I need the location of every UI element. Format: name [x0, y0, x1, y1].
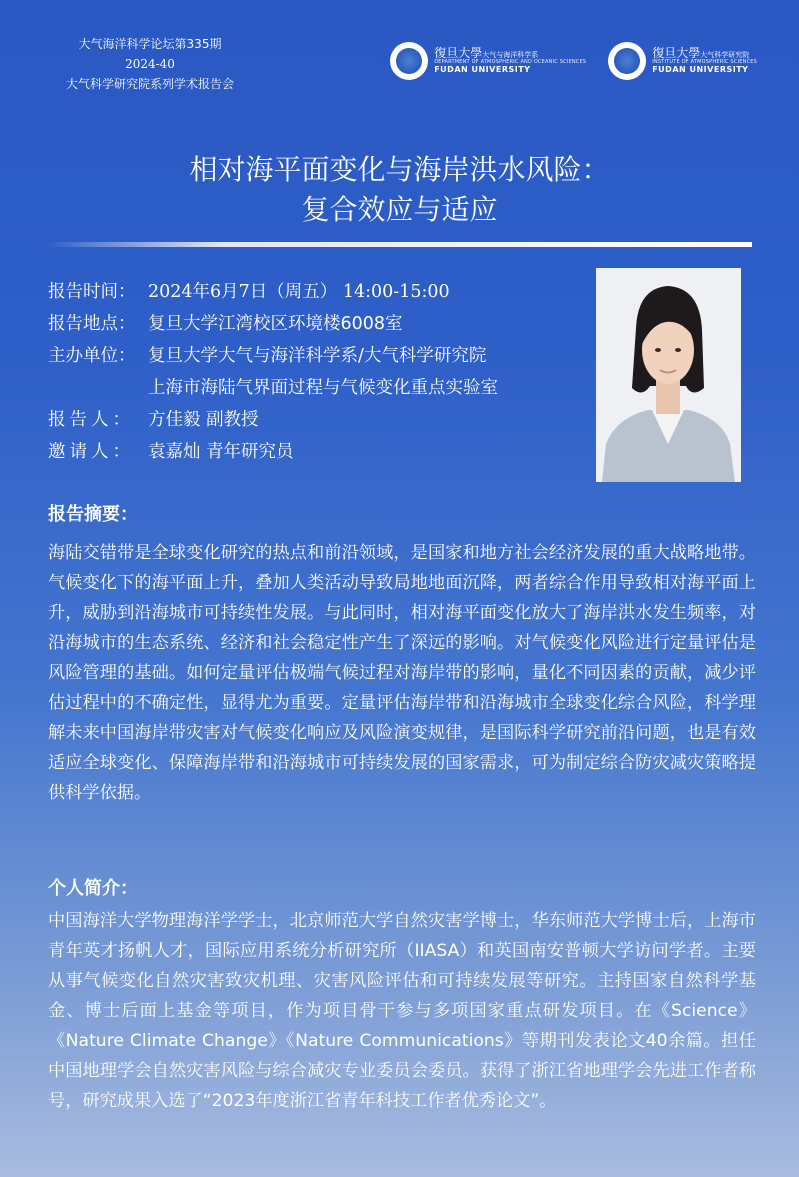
host-label: 主办单位： — [48, 346, 136, 366]
title-line-1: 相对海平面变化与海岸洪水风险： — [189, 153, 610, 186]
logo-ias-dept-en: INSTITUTE OF ATMOSPHERIC SCIENCES — [652, 59, 757, 66]
place-label: 报告地点： — [48, 314, 136, 334]
place-value: 复旦大学江湾校区环境楼6008室 — [148, 314, 403, 334]
speaker-value: 方佳毅 副教授 — [148, 410, 259, 430]
logo-bar — [390, 42, 757, 80]
logo-ias — [608, 42, 757, 80]
info-time — [48, 276, 588, 308]
speaker-photo — [596, 268, 741, 482]
logo-ias-university-en: FUDAN UNIVERSITY — [652, 64, 749, 74]
time-value: 2024年6月7日（周五） 14:00-15:00 — [148, 282, 450, 302]
info-host-continued — [48, 372, 588, 404]
logo-ias-university-cn: 復旦大學 — [652, 46, 701, 61]
title-divider — [44, 242, 752, 247]
info-speaker — [48, 404, 588, 436]
info-place — [48, 308, 588, 340]
report-info — [48, 276, 588, 468]
time-label: 报告时间： — [48, 282, 136, 302]
bio-text: 中国海洋大学物理海洋学学士，北京师范大学自然灾害学博士，华东师范大学博士后，上海市青年英才扬帆人才，国际应用系统分析研究所（IIASA）和英国南安普顿大学访问学者。主要从事气候变化自然灾害致灾机理、灾害风险评估和可持续发展等研究。主持国家自然科学基金、博士后面上基金等项目，作为项目骨干参与多项国家重点研发项目。在《Science》《Nature Climate Change》《Nature Communications》等期刊发表论文40余篇。担任中国地理学会自然灾害风险与综合减灾专业委员会委员。获得了浙江省地理学会先进工作者称号，研究成果入选了“2023年度浙江省青年科技工作者优秀论文”。 — [48, 911, 756, 1111]
fudan-seal-icon — [608, 42, 646, 80]
logo-aos-university-en: FUDAN UNIVERSITY — [434, 64, 531, 74]
series-name: 大气科学研究院系列学术报告会 — [65, 77, 234, 91]
host-value-1: 复旦大学大气与海洋科学系/大气科学研究院 — [148, 346, 487, 366]
host-value-2: 上海市海陆气界面过程与气候变化重点实验室 — [148, 378, 498, 398]
fudan-seal-icon — [390, 42, 428, 80]
issue-number: 2024-40 — [125, 57, 175, 71]
info-inviter — [48, 436, 588, 468]
forum-header — [30, 34, 270, 94]
logo-ias-dept-cn: 大气科学研究院 — [700, 51, 750, 60]
forum-title: 大气海洋科学论坛第335期 — [78, 37, 222, 51]
inviter-value: 袁嘉灿 青年研究员 — [148, 442, 294, 462]
logo-aos-dept-en: DEPARTMENT OF ATMOSPHERIC AND OCEANIC SCIENCES — [434, 59, 587, 66]
bio-heading: 个人简介： — [48, 878, 138, 899]
abstract-text: 海陆交错带是全球变化研究的热点和前沿领域，是国家和地方社会经济发展的重大战略地带。气候变化下的海平面上升，叠加人类活动导致局地地面沉降，两者综合作用导致相对海平面上升，威胁到沿海城市可持续性发展。与此同时，相对海平面变化放大了海岸洪水发生频率，对沿海城市的生态系统、经济和社会稳定性产生了深远的影响。对气候变化风险进行定量评估是风险管理的基础。如何定量评估极端气候过程对海岸带的影响，量化不同因素的贡献，减少评估过程中的不确定性，显得尤为重要。定量评估海岸带和沿海城市全球变化综合风险，科学理解未来中国海岸带灾害对气候变化响应及风险演变规律，是国际科学研究前沿问题，也是有效适应全球变化、保障海岸带和沿海城市可持续发展的国家需求，可为制定综合防灾减灾策略提供科学依据。 — [48, 543, 756, 803]
title-line-2: 复合效应与适应 — [301, 193, 498, 226]
info-host — [48, 340, 588, 372]
inviter-label: 邀请人： — [48, 442, 134, 462]
abstract-section — [48, 500, 138, 526]
abstract-heading: 报告摘要： — [48, 504, 138, 525]
logo-aos-dept-cn: 大气与海洋科学系 — [482, 51, 539, 60]
bio-section — [48, 874, 138, 900]
report-title — [0, 150, 799, 230]
logo-aos-university-cn: 復旦大學 — [434, 46, 483, 61]
speaker-label: 报告人： — [48, 410, 134, 430]
logo-aos — [390, 42, 586, 80]
